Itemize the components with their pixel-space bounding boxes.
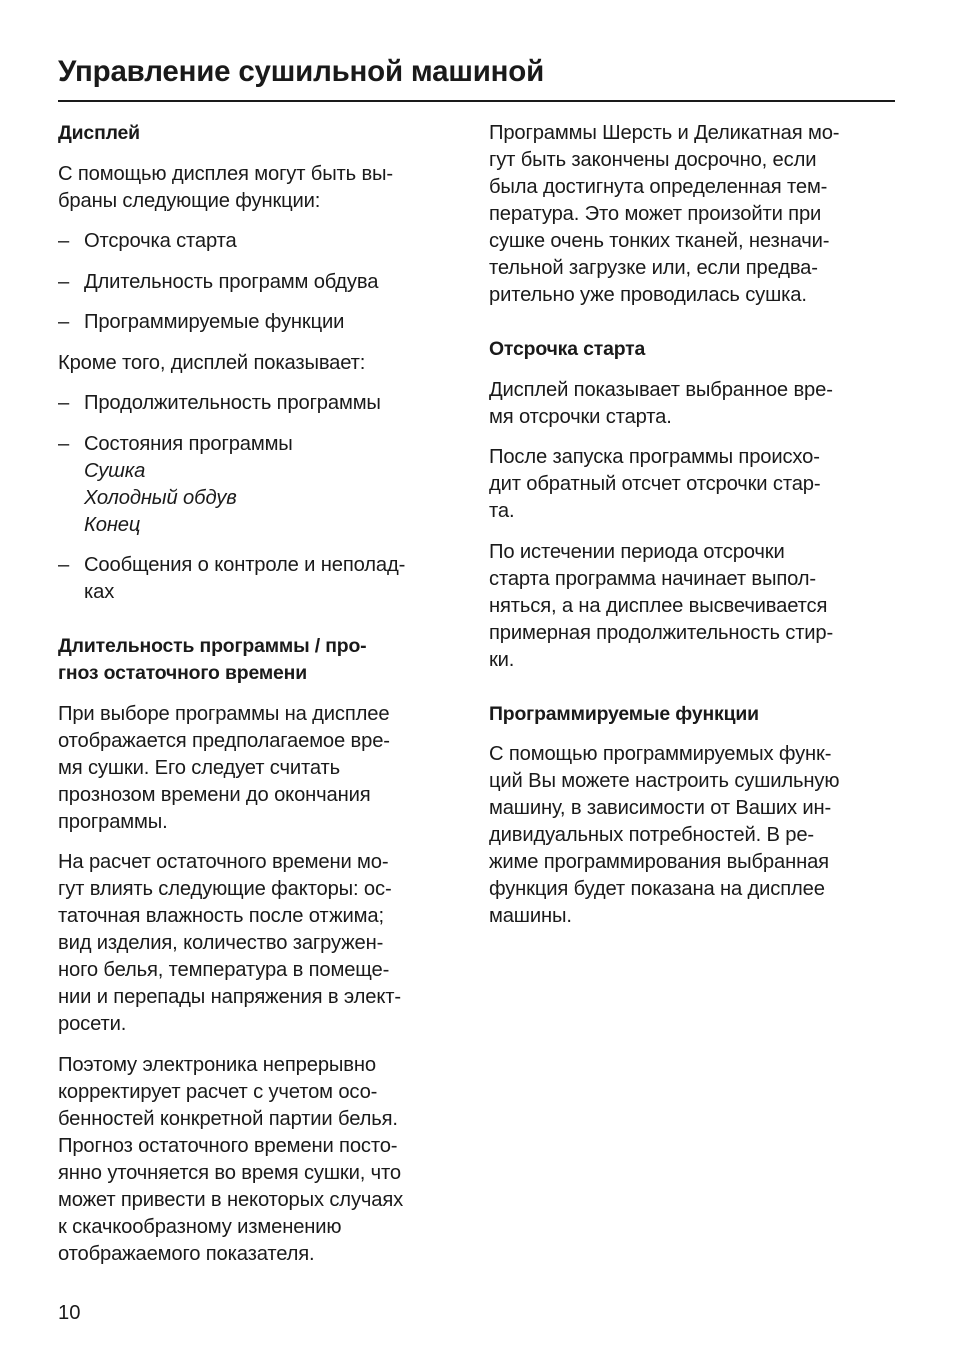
page-number: 10 <box>58 1302 81 1324</box>
delay-start-paragraph: Дисплей показывает выбранное вре- мя отсрочки старта. <box>489 378 833 428</box>
display-shows-intro: Кроме того, дисплей показывает: <box>58 351 366 374</box>
display-functions-list <box>58 228 466 336</box>
right-column <box>489 120 899 944</box>
program-state: Холодный обдув <box>84 486 237 509</box>
duration-paragraph: Поэтому электроника непрерывно корректирует расчет с учетом осо- бенностей конкретной партии белья. Прогноз остаточного времени посто- янно уточняется во время сушки, что может привести в некоторых случаях к скачкообразному изменению отображаемого показателя. <box>58 1053 404 1265</box>
list-item: – Программируемые функции <box>58 309 466 336</box>
display-intro: С помощью дисплея могут быть вы- браны следующие функции: <box>58 162 393 212</box>
display-heading: Дисплей <box>58 122 140 144</box>
delay-start-paragraph: По истечении периода отсрочки старта программа начинает выпол- няться, а на дисплее высвечивается примерная продолжительность стир- ки. <box>489 540 834 671</box>
duration-paragraph: При выборе программы на дисплее отображается предполагаемое вре- мя сушки. Его следует считать прознозом времени до окончания программы. <box>58 702 390 833</box>
duration-heading: Длительность программы / про- гноз остаточного времени <box>58 635 367 684</box>
program-state: Сушка <box>84 459 146 482</box>
program-state: Конец <box>84 513 141 536</box>
wool-delicate-paragraph: Программы Шерсть и Деликатная мо- гут быть закончены досрочно, если была достигнута определенная тем- пература. Это может произойти при сушке очень тонких тканей, незначи- тельной загрузке или, если предва- рительно уже проводилась сушка. <box>489 122 840 306</box>
list-item: – Длительность программ обдува <box>58 269 466 296</box>
programmable-functions-paragraph: С помощью программируемых функ- ций Вы можете настроить сушильную машину, в зависимости от Ваших ин- дивидуальных потребностей. В ре- жиме программирования выбранная функция будет показана на дисплее машины. <box>489 743 840 927</box>
list-item-program-states <box>58 431 466 539</box>
delay-start-heading: Отсрочка старта <box>489 338 646 360</box>
page-title: Управление сушильной машиной <box>58 55 545 88</box>
programmable-functions-heading: Программируемые функции <box>489 702 759 725</box>
left-column <box>58 120 466 1281</box>
duration-paragraph: На расчет остаточного времени мо- гут влиять следующие факторы: ос- таточная влажность после отжима; вид изделия, количество загружен- ного белья, температура в помеще- нии и перепады напряжения в элект- росети. <box>58 851 401 1035</box>
list-item-label: Состояния программы <box>84 432 293 455</box>
list-item: – Продолжительность программы <box>58 390 466 417</box>
display-shows-list <box>58 390 466 606</box>
list-item: – Сообщения о контроле и неполад- ках <box>58 552 466 606</box>
delay-start-paragraph: После запуска программы происхо- дит обратный отсчет отсрочки стар- та. <box>489 446 821 522</box>
list-item: – Отсрочка старта <box>58 228 466 255</box>
title-rule <box>58 100 895 102</box>
